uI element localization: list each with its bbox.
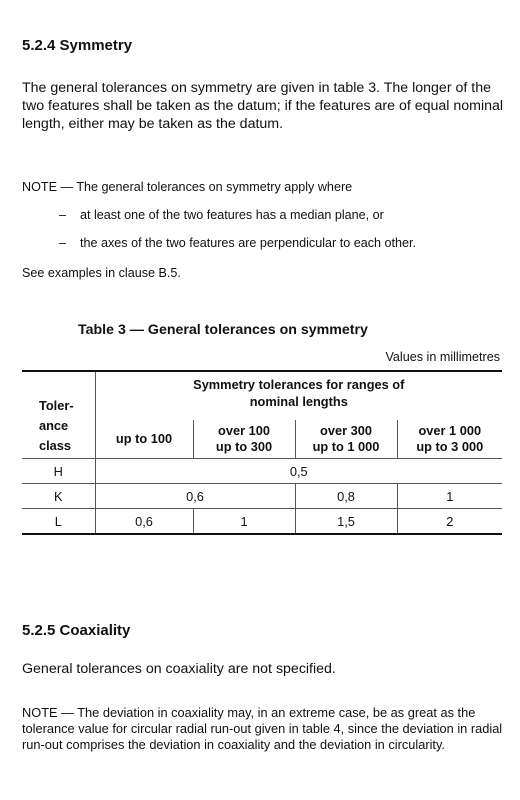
- value-cell: 1: [397, 484, 502, 509]
- coaxiality-paragraph: General tolerances on coaxiality are not specified.: [22, 661, 336, 677]
- header-range-up-to-100: up to 100: [115, 431, 173, 446]
- value-cell: 0,8: [295, 484, 397, 509]
- value-cell: 0,6: [186, 488, 204, 504]
- header-range-300-1000: over 300 up to 1 000: [295, 420, 397, 459]
- header-symmetry-ranges: Symmetry tolerances for ranges of nominal lengths: [193, 377, 405, 409]
- header-range-100-300: over 100 up to 300: [193, 420, 295, 459]
- see-examples-text: See examples in clause B.5.: [22, 266, 181, 280]
- bullet-dash: –: [59, 208, 67, 222]
- bullet-dash: –: [59, 236, 67, 250]
- note-bullet-perpendicular: the axes of the two features are perpendicular to each other.: [80, 236, 417, 250]
- table-row: [22, 459, 502, 484]
- symmetry-tolerance-table: [22, 370, 502, 535]
- header-range-1000-3000: over 1 000 up to 3 000: [397, 420, 502, 459]
- section-heading-symmetry: 5.2.4 Symmetry: [22, 37, 133, 54]
- note-bullet-median-plane: at least one of the two features has a median plane, or: [80, 208, 384, 222]
- value-cell: 1: [193, 509, 295, 535]
- symmetry-note-intro: NOTE — The general tolerances on symmetry apply where: [22, 180, 353, 194]
- class-cell: K: [22, 484, 95, 509]
- class-cell: L: [22, 509, 95, 535]
- table-row: [22, 484, 502, 509]
- header-tolerance-class: Toler- ance class: [22, 371, 95, 459]
- symmetry-paragraph: The general tolerances on symmetry are given in table 3. The longer of the two features shall be taken as the datum; if the features are of equal nominal length, either may be taken as the datum.: [22, 80, 504, 133]
- value-cell: 0,5: [289, 463, 308, 479]
- value-cell: 1,5: [295, 509, 397, 535]
- table-row: [22, 509, 502, 535]
- value-cell: 0,6: [135, 513, 153, 529]
- section-heading-coaxiality: 5.2.5 Coaxiality: [22, 622, 131, 639]
- class-cell: H: [22, 459, 95, 484]
- value-cell: 2: [397, 509, 502, 535]
- coaxiality-note: NOTE — The deviation in coaxiality may, in an extreme case, be as great as the tolerance value for circular radial run-out given in table 4, since the deviation in radial run-out comprises the deviation in coaxiality and the deviation in circularity.: [22, 705, 503, 752]
- table-units: Values in millimetres: [385, 350, 500, 364]
- table-caption: Table 3 — General tolerances on symmetry: [78, 322, 368, 338]
